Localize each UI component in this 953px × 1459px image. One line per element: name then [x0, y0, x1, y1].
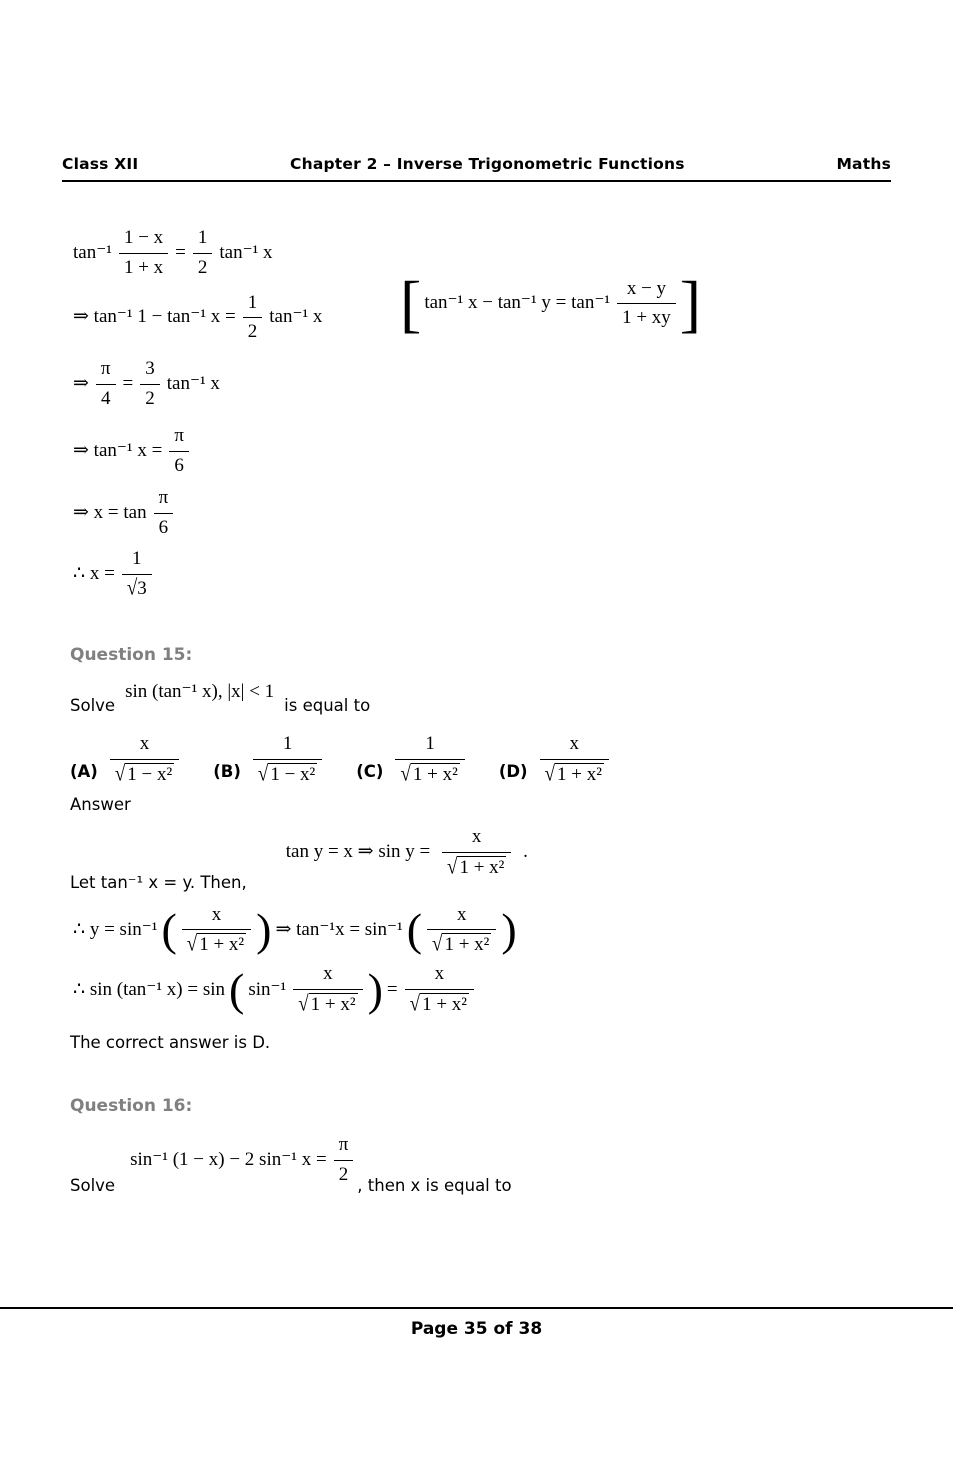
eqB-prefix: ∴ sin (tan⁻¹ x) = sin [73, 978, 225, 1000]
numerator: x [456, 903, 467, 925]
numerator: x [139, 733, 150, 755]
sqrt-icon: √ [186, 932, 198, 957]
derivation-eq5 [70, 487, 893, 540]
denominator [405, 989, 474, 1017]
denominator: 2 [243, 317, 263, 344]
derivation-eq2-row [70, 267, 893, 345]
sqrt-icon: √ [114, 762, 126, 787]
q15-tail: is equal to [284, 696, 371, 716]
numerator: x [434, 963, 445, 985]
eq4-fraction [169, 425, 189, 478]
eq6-fraction [122, 548, 152, 601]
eq3-fraction-1 [96, 358, 116, 411]
eq5-prefix: ⇒ x = tan [73, 502, 147, 524]
q16-lead: Solve [70, 1176, 116, 1196]
let-text: Let tan⁻¹ x = y. Then, [70, 872, 247, 892]
denominator [122, 574, 152, 601]
option-a-fraction [110, 733, 179, 787]
radicand: 1 + x² [444, 934, 490, 956]
question16-statement [70, 1134, 893, 1196]
numerator: π [174, 424, 184, 446]
derivation-eq4 [70, 425, 893, 478]
numerator: 1 − x [123, 227, 164, 248]
numerator: x [211, 903, 222, 925]
derivation-eq3 [70, 358, 893, 411]
denominator [293, 989, 362, 1017]
numerator: π [338, 1133, 349, 1155]
sqrt-icon: √ [409, 992, 421, 1017]
sqrt-icon: √ [298, 992, 309, 1017]
numerator: 3 [145, 358, 155, 380]
denominator: 4 [96, 384, 116, 411]
eq5-fraction [154, 487, 174, 540]
option-b-fraction [253, 733, 322, 787]
identity-note: [ tan⁻¹ x − tan⁻¹ y = tan⁻¹ $\frac{x - y}{1 + xy}$ ] [400, 267, 702, 339]
eq3-suffix: tan⁻¹ x [166, 373, 220, 395]
radicand: 1 + x² [199, 934, 245, 956]
numerator: x [569, 733, 580, 755]
q16-fraction [334, 1134, 354, 1187]
radicand: 3 [137, 577, 147, 599]
eqA-fraction-1 [182, 904, 251, 958]
sqrt-icon: √ [447, 855, 458, 880]
page-content [70, 227, 893, 1195]
radicand: 1 + x² [557, 764, 602, 786]
eq3-fraction-2 [140, 358, 160, 411]
denominator: 6 [154, 513, 174, 540]
option-c-label: (C) [356, 761, 384, 781]
q15-conclusion: The correct answer is D. [70, 1032, 271, 1052]
sqrt-icon: √ [257, 762, 269, 787]
eqB-fraction-1 [293, 963, 362, 1017]
eqB-fraction-2 [405, 963, 474, 1017]
eqA-mid: ⇒ tan⁻¹x = sin⁻¹ [275, 918, 403, 940]
denominator: 1 + xy [617, 303, 676, 330]
note-prefix: tan⁻¹ x − tan⁻¹ y = tan⁻¹ [424, 292, 611, 314]
option-b [213, 733, 326, 787]
eq1-suffix: tan⁻¹ x [219, 241, 273, 263]
numerator: x [471, 825, 482, 847]
q16-math-prefix: sin⁻¹ (1 − x) − 2 sin⁻¹ x = [130, 1148, 327, 1170]
eq4-prefix: ⇒ tan⁻¹ x = [73, 439, 163, 461]
option-c-fraction [395, 733, 464, 787]
radicand: 1 + x² [422, 993, 467, 1015]
sqrt-icon: √ [432, 932, 443, 957]
denominator [253, 759, 322, 787]
numerator: 1 [132, 547, 142, 569]
eq3-equals: = [122, 373, 134, 395]
question16-heading: Question 16: [70, 1095, 193, 1116]
answer-eqA: ∴ y = sin⁻¹ ( $\frac{x}{\text{√ 1 + x²}}$ ) ⇒ tan⁻¹x = sin⁻¹ ( $\frac{x}{\text{√ 1 + x²}}$ ) [70, 904, 893, 958]
numerator: 1 [247, 291, 258, 313]
eq1-equals: = [175, 241, 186, 263]
eq6-prefix: ∴ x = [73, 562, 115, 584]
let-math-period: . [523, 841, 528, 863]
eq2-suffix: tan⁻¹ x [269, 306, 323, 328]
eqB-equals: = [386, 978, 398, 1000]
q15-options [70, 733, 893, 787]
numerator: 1 [425, 733, 435, 755]
numerator: π [100, 358, 111, 380]
radicand: 1 + x² [412, 764, 458, 786]
option-a [70, 733, 183, 787]
let-math-fraction [442, 826, 511, 880]
option-b-label: (B) [213, 761, 241, 781]
denominator [395, 759, 464, 787]
numerator: 1 [282, 733, 293, 755]
sqrt-icon: √ [544, 762, 556, 787]
denominator: 2 [334, 1160, 354, 1187]
eq1-fraction-2 [193, 227, 213, 280]
q15-let-line [70, 826, 893, 892]
eq2-fraction [243, 292, 263, 345]
eqA-prefix: ∴ y = sin⁻¹ [73, 918, 158, 940]
eq1-fraction-1 [119, 227, 168, 280]
question15-statement [70, 681, 893, 716]
option-d [498, 733, 613, 787]
eq1-prefix: tan⁻¹ [73, 241, 112, 263]
numerator: π [158, 487, 169, 509]
numerator: x − y [626, 277, 667, 299]
page-number: Page 35 of 38 [410, 1319, 543, 1339]
derivation-eq1 [70, 227, 893, 280]
denominator [442, 852, 511, 880]
q15-expression: sin (tan⁻¹ x), |x| < 1 [125, 680, 275, 702]
denominator: 6 [169, 451, 189, 478]
header-class-label: Class XII [62, 155, 139, 173]
option-c [356, 733, 469, 787]
answer-eqB: ∴ sin (tan⁻¹ x) = sin ( sin⁻¹ $\frac{x}{\text{√ 1 + x²}}$ ) = $\frac{x}{\text{√ 1 + x²}}$ [70, 963, 893, 1017]
question15-heading: Question 15: [70, 644, 193, 665]
option-d-fraction [540, 733, 609, 787]
option-a-label: (A) [70, 761, 98, 781]
header-chapter-title: Chapter 2 – Inverse Trigonometric Functions [290, 155, 685, 173]
let-math [283, 826, 531, 880]
eq3-arrow: ⇒ [73, 373, 89, 395]
denominator [427, 929, 496, 957]
page-footer [0, 1307, 953, 1339]
denominator [540, 759, 609, 787]
radicand: 1 + x² [459, 856, 505, 878]
let-math-prefix: tan y = x ⇒ sin y = [285, 841, 431, 863]
denominator [182, 929, 251, 957]
sqrt-icon: √ [126, 576, 138, 601]
numerator: 1 [197, 227, 208, 248]
derivation-eq6 [70, 548, 893, 601]
denominator [110, 759, 179, 787]
denominator: 2 [193, 253, 213, 280]
radicand: 1 − x² [270, 764, 316, 786]
numerator: x [323, 963, 333, 985]
note-fraction [617, 278, 676, 331]
q16-expression [127, 1134, 357, 1187]
header-subject-label: Maths [836, 155, 891, 173]
q16-tail: , then x is equal to [357, 1176, 512, 1196]
radicand: 1 − x² [127, 764, 173, 786]
eqB-inner: sin⁻¹ [248, 978, 287, 1000]
answer-heading: Answer [70, 794, 131, 814]
eqA-fraction-2 [427, 904, 496, 958]
sqrt-icon: √ [400, 762, 411, 787]
denominator: 1 + x [119, 253, 168, 280]
radicand: 1 + x² [310, 993, 356, 1015]
denominator: 2 [140, 384, 160, 411]
page-header [62, 155, 891, 182]
q15-lead: Solve [70, 696, 116, 716]
option-d-label: (D) [498, 761, 528, 781]
eq2-prefix: ⇒ tan⁻¹ 1 − tan⁻¹ x = [73, 306, 236, 328]
